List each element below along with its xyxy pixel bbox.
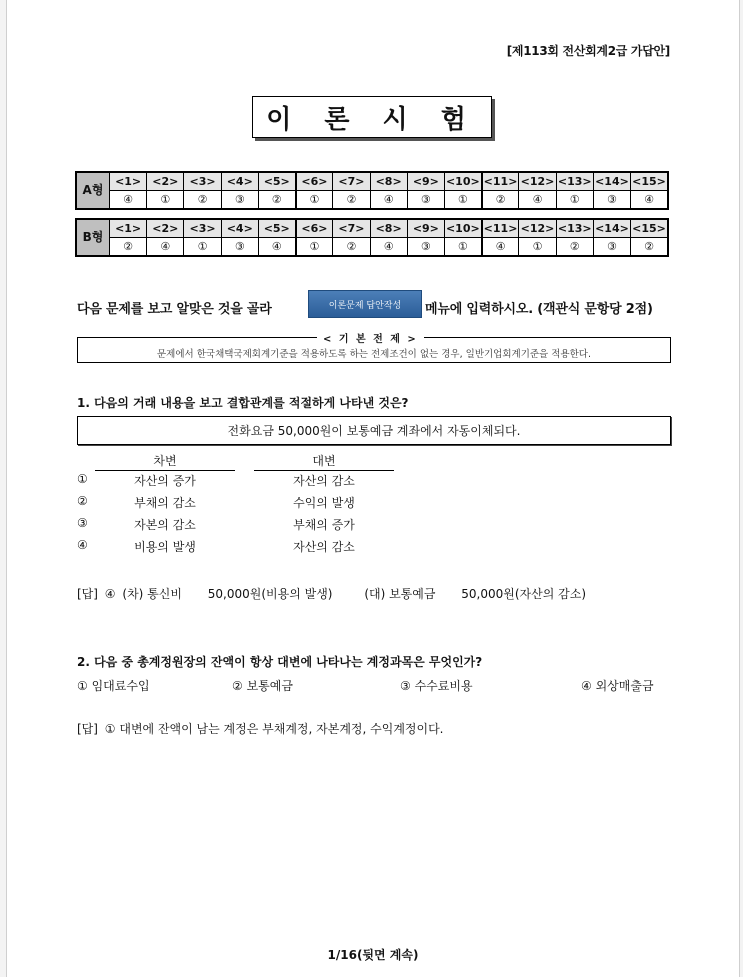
question-number-cell: <14>	[593, 219, 630, 238]
question-number-cell: <15>	[631, 219, 668, 238]
question-2-answer	[77, 720, 444, 737]
question-number-cell: <7>	[333, 219, 370, 238]
question-number-cell: <9>	[407, 172, 444, 191]
answer-cell: ②	[482, 191, 519, 210]
answer-cell: ①	[296, 191, 333, 210]
table-type-label: A형	[76, 172, 110, 209]
answer-cell: ①	[444, 238, 481, 257]
question-number-cell: <14>	[593, 172, 630, 191]
answer-table-a	[75, 171, 669, 210]
question-number-cell: <2>	[147, 219, 184, 238]
question-number-cell: <3>	[184, 219, 221, 238]
question-number-cell: <9>	[407, 219, 444, 238]
question-number-cell: <4>	[221, 172, 258, 191]
exam-header-label: [제113회 전산회계2급 가답안]	[506, 44, 670, 58]
option-number: ④	[77, 538, 88, 552]
question-number-cell: <10>	[444, 172, 481, 191]
answer-cell: ④	[258, 238, 295, 257]
answer-table-b	[75, 218, 669, 257]
answer-cell: ③	[221, 191, 258, 210]
answer-cell: ②	[333, 238, 370, 257]
option-debit: 자본의 감소	[134, 518, 196, 532]
question-number-cell: <2>	[147, 172, 184, 191]
answer-credit: (대) 보통예금	[364, 587, 436, 601]
page-title: 이 론 시 험	[252, 96, 492, 138]
answer-cell: ④	[147, 238, 184, 257]
debit-header: 차변	[95, 452, 235, 471]
question-number-cell: <13>	[556, 172, 593, 191]
answer-cell: ②	[631, 238, 668, 257]
answer-cell: ④	[110, 191, 147, 210]
answer-cell: ③	[221, 238, 258, 257]
theory-answer-menu-button[interactable]: 이론문제 답안작성	[308, 290, 422, 318]
option-credit: 자산의 감소	[293, 540, 355, 554]
option-debit: 부채의 감소	[134, 496, 196, 510]
question-number-cell: <10>	[444, 219, 481, 238]
question-number-cell: <3>	[184, 172, 221, 191]
answer-cell: ④	[370, 191, 407, 210]
answer-cell: ①	[444, 191, 481, 210]
answer-credit-amount: 50,000원(자산의 감소)	[461, 587, 586, 601]
answer-cell: ③	[593, 191, 630, 210]
answer-cell: ②	[556, 238, 593, 257]
question-1-scenario: 전화요금 50,000원이 보통예금 계좌에서 자동이체되다.	[77, 416, 671, 445]
question-2-option-2: ② 보통예금	[232, 679, 293, 693]
question-number-cell: <12>	[519, 172, 556, 191]
answer-cell: ②	[184, 191, 221, 210]
question-1: 1. 다음의 거래 내용을 보고 결합관계를 적절하게 나타낸 것은?	[77, 396, 409, 410]
answer-cell: ③	[407, 238, 444, 257]
instruction-text: 다음 문제를 보고 알맞은 것을 골라	[77, 302, 272, 317]
answer-cell: ②	[258, 191, 295, 210]
question-number-cell: <13>	[556, 219, 593, 238]
question-number-cell: <8>	[370, 172, 407, 191]
answer-debit: (차) 통신비	[122, 587, 182, 601]
question-number-cell: <1>	[110, 219, 147, 238]
option-number: ②	[77, 494, 88, 508]
answer-cell: ②	[333, 191, 370, 210]
answer-cell: ④	[631, 191, 668, 210]
option-credit: 수익의 발생	[293, 496, 355, 510]
answer-cell: ①	[556, 191, 593, 210]
answer-number: ④	[104, 587, 116, 601]
question-number-cell: <12>	[519, 219, 556, 238]
answer-cell: ④	[370, 238, 407, 257]
answer-debit-amount: 50,000원(비용의 발생)	[207, 587, 333, 601]
option-debit: 비용의 발생	[134, 540, 196, 554]
answer-cell: ③	[593, 238, 630, 257]
page-footer: 1/16(뒷면 계속)	[327, 948, 419, 962]
question-number-cell: <4>	[221, 219, 258, 238]
conditions-title: < 기 본 전 제 >	[317, 330, 424, 345]
question-number-cell: <8>	[370, 219, 407, 238]
answer-cell: ②	[110, 238, 147, 257]
question-number-cell: <15>	[631, 172, 668, 191]
option-credit: 부채의 증가	[293, 518, 355, 532]
instruction-text-2: 메뉴에 입력하시오. (객관식 문항당 2점)	[425, 302, 653, 317]
question-number-cell: <1>	[110, 172, 147, 191]
option-number: ①	[77, 472, 88, 486]
answer-prefix: [답]	[77, 587, 98, 601]
question-1-answer	[77, 585, 677, 602]
answer-cell: ①	[184, 238, 221, 257]
answer-cell: ①	[519, 238, 556, 257]
question-number-cell: <6>	[296, 219, 333, 238]
question-number-cell: <11>	[482, 219, 519, 238]
answer-text: ① 대변에 잔액이 남는 계정은 부채계정, 자본계정, 수익계정이다.	[104, 722, 444, 736]
table-type-label: B형	[76, 219, 110, 256]
answer-cell: ③	[407, 191, 444, 210]
option-credit: 자산의 감소	[293, 474, 355, 488]
question-number-cell: <5>	[258, 219, 295, 238]
answer-cell: ④	[482, 238, 519, 257]
answer-prefix: [답]	[77, 722, 98, 736]
conditions-text: 문제에서 한국채택국제회계기준을 적용하도록 하는 전제조건이 없는 경우, 일반기업회계기준을 적용한다.	[157, 349, 591, 360]
question-2: 2. 다음 중 총계정원장의 잔액이 항상 대변에 나타나는 계정과목은 무엇인가?	[77, 655, 483, 669]
question-number-cell: <5>	[258, 172, 295, 191]
exam-page	[6, 0, 740, 977]
question-2-option-3: ③ 수수료비용	[400, 679, 473, 693]
question-2-option-4: ④ 외상매출금	[581, 679, 654, 693]
option-number: ③	[77, 516, 88, 530]
answer-cell: ④	[519, 191, 556, 210]
answer-cell: ①	[147, 191, 184, 210]
question-number-cell: <6>	[296, 172, 333, 191]
answer-cell: ①	[296, 238, 333, 257]
question-number-cell: <7>	[333, 172, 370, 191]
question-2-option-1: ① 임대료수입	[77, 679, 150, 693]
credit-header: 대변	[254, 452, 394, 471]
question-number-cell: <11>	[482, 172, 519, 191]
option-debit: 자산의 증가	[134, 474, 196, 488]
